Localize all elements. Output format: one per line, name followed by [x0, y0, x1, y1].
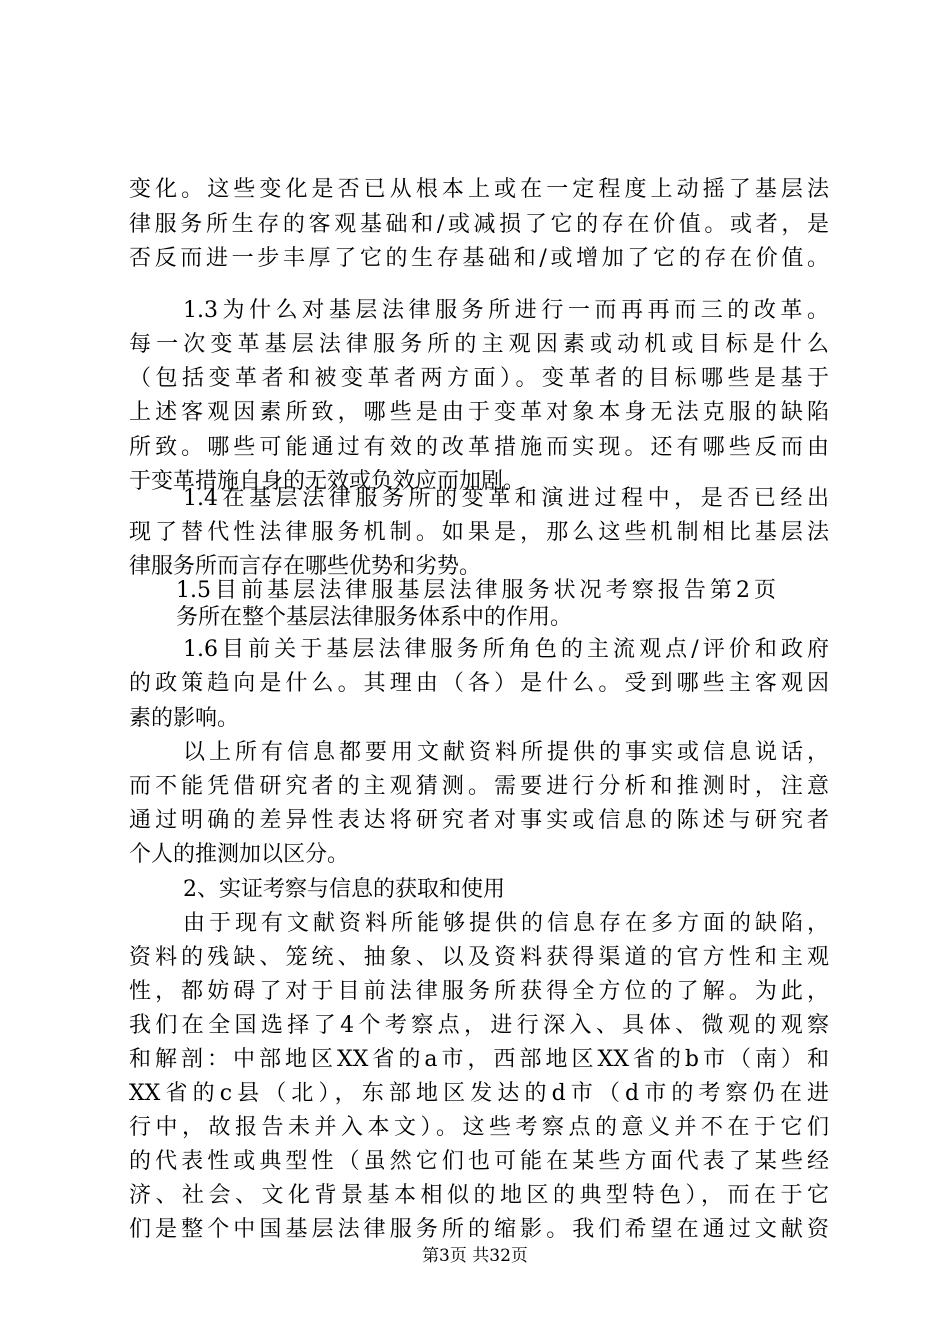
text-line: 通过明确的差异性表达将研究者对事实或信息的陈述与研究者: [129, 808, 829, 833]
text-line: 资料的残缺、笼统、抽象、以及资料获得渠道的官方性和主观: [129, 945, 829, 970]
text-line: 现了替代性法律服务机制。如果是，那么这些机制相比基层法: [129, 520, 829, 545]
text-line: 1.6目前关于基层法律服务所角色的主流观点/评价和政府: [183, 637, 829, 662]
text-line: 济、社会、文化背景基本相似的地区的典型特色），而在于它: [129, 1183, 829, 1208]
text-line: 以上所有信息都要用文献资料所提供的事实或信息说话，: [183, 740, 829, 765]
text-line: 于变革措施自身的无效或负效应而加剧。: [129, 469, 526, 494]
text-line: 素的影响。: [129, 706, 240, 731]
text-line: 1.3为什么对基层法律服务所进行一而再再而三的改革。: [183, 298, 829, 323]
text-line: 否反而进一步丰厚了它的生存基础和/或增加了它的存在价值。: [129, 246, 829, 271]
text-line: 和解剖：中部地区XX省的a市，西部地区XX省的b市（南）和: [129, 1047, 829, 1072]
text-line: 律服务所生存的客观基础和/或减损了它的存在价值。或者，是: [129, 212, 829, 237]
text-line: 2、实证考察与信息的获取和使用: [183, 877, 505, 902]
text-line: 个人的推测加以区分。: [129, 842, 350, 867]
text-line: 1.4在基层法律服务所的变革和演进过程中，是否已经出: [183, 486, 829, 511]
text-line: 的政策趋向是什么。其理由（各）是什么。受到哪些主客观因: [129, 671, 829, 696]
page-footer: 第3页 共32页: [422, 1246, 528, 1266]
text-line: 们是整个中国基层法律服务所的缩影。我们希望在通过文献资: [129, 1217, 829, 1242]
text-line: 变化。这些变化是否已从根本上或在一定程度上动摇了基层法: [129, 177, 829, 202]
text-line: 而不能凭借研究者的主观猜测。需要进行分析和推测时，注意: [129, 774, 829, 799]
text-line: 由于现有文献资料所能够提供的信息存在多方面的缺陷，: [183, 911, 829, 936]
text-line: 律服务所而言存在哪些优势和劣势。: [129, 554, 482, 579]
text-line: 每一次变革基层法律服务所的主观因素或动机或目标是什么: [129, 332, 829, 357]
text-line: XX省的c县（北），东部地区发达的d市（d市的考察仍在进: [129, 1081, 829, 1106]
text-line: 的代表性或典型性（虽然它们也可能在某些方面代表了某些经: [129, 1149, 829, 1174]
text-line: 所致。哪些可能通过有效的改革措施而实现。还有哪些反而由: [129, 435, 829, 460]
text-line: 务所在整个基层法律服务体系中的作用。: [176, 605, 573, 630]
text-line: 上述客观因素所致，哪些是由于变革对象本身无法克服的缺陷: [129, 400, 829, 425]
text-line: 性，都妨碍了对于目前法律服务所获得全方位的了解。为此，: [129, 979, 829, 1004]
text-line: （包括变革者和被变革者两方面）。变革者的目标哪些是基于: [129, 366, 829, 391]
text-line: 我们在全国选择了4个考察点，进行深入、具体、微观的观察: [129, 1013, 829, 1038]
text-line: 1.5目前基层法律服基层法律服务状况考察报告第2页: [176, 578, 776, 603]
text-line: 行中，故报告未并入本文）。这些考察点的意义并不在于它们: [129, 1115, 829, 1140]
